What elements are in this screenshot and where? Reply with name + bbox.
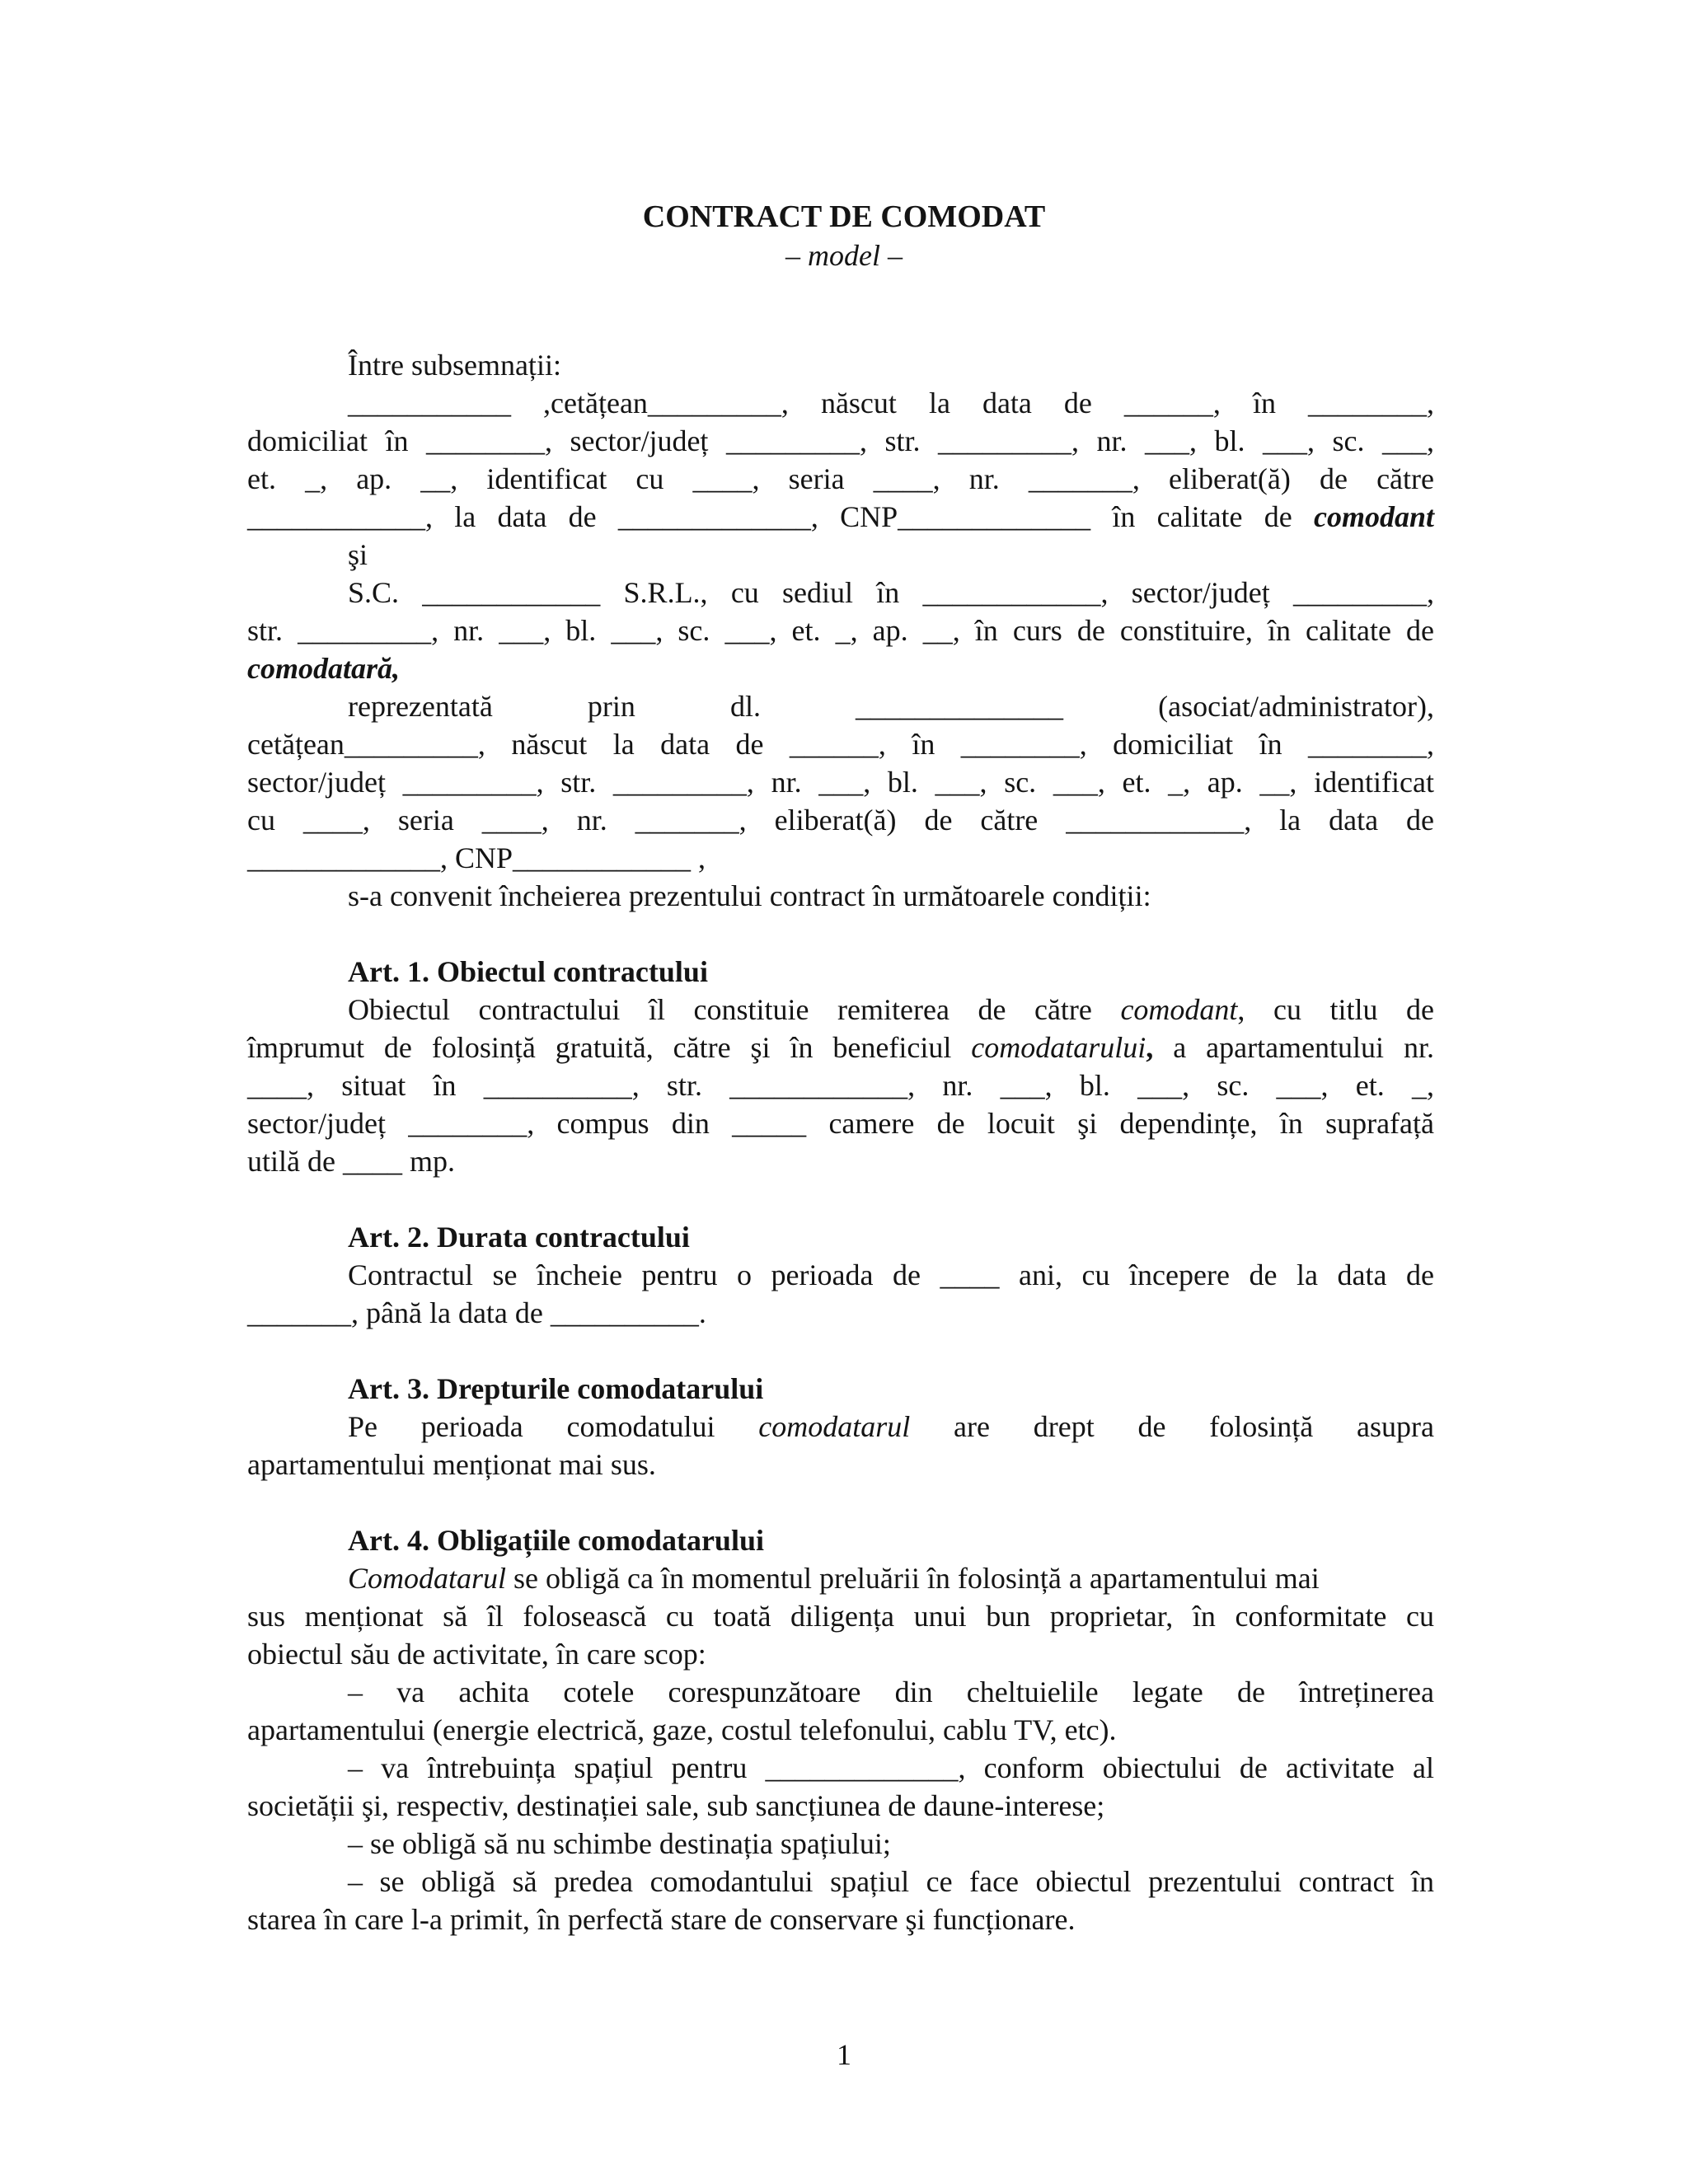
text-line	[247, 1559, 1434, 1597]
text-line: ____, situat în __________, str. ____________, nr. ___, bl. ___, sc. ___, et. _,	[247, 1069, 1434, 1102]
text-line: str. _________, nr. ___, bl. ___, sc. ___, et. _, ap. __, în curs de constituire, în calitate de	[247, 614, 1434, 647]
text-line: apartamentului menționat mai sus.	[247, 1448, 656, 1481]
text-line: şi	[348, 538, 368, 571]
text-line: cu ____, seria ____, nr. _______, eliberat(ă) de către ____________, la data de	[247, 804, 1434, 837]
page-number: 1	[837, 2038, 851, 2071]
contract-body	[247, 346, 1434, 1938]
text-line: starea în care l-a primit, în perfectă stare de conservare şi funcționare.	[247, 1903, 1076, 1936]
parties-intro: Între subsemnații:	[348, 349, 561, 382]
text-segment: are drept de folosință asupra	[910, 1410, 1434, 1443]
document-title: CONTRACT DE COMODAT	[642, 199, 1046, 234]
text-segment: ____________, la data de _____________, CNP_____________ în calitate de	[247, 500, 1314, 533]
text-line	[247, 991, 1434, 1029]
article-2-heading: Art. 2. Durata contractului	[348, 1221, 690, 1254]
text-line: sector/județ _________, str. _________, nr. ___, bl. ___, sc. ___, et. _, ap. __, identificat	[247, 766, 1434, 799]
comodatar-term: comodatarului	[971, 1031, 1146, 1064]
text-line: sector/județ ________, compus din _____ camere de locuit şi dependințe, în suprafață	[247, 1107, 1434, 1140]
text-line: reprezentată prin dl. ______________ (asociat/administrator),	[348, 690, 1434, 723]
text-segment: Obiectul contractului îl constituie remiterea de către	[348, 993, 1121, 1026]
article-1-heading: Art. 1. Obiectul contractului	[348, 955, 708, 988]
text-line: ___________ ,cetățean_________, născut la data de ______, în ________,	[348, 387, 1434, 419]
text-line: _______, până la data de __________.	[247, 1296, 706, 1329]
text-line: sus menționat să îl folosească cu toată diligența unui bun proprietar, în conformitate cu	[247, 1600, 1434, 1633]
text-line	[247, 1029, 1434, 1066]
text-line: apartamentului (energie electrică, gaze, costul telefonului, cablu TV, etc).	[247, 1713, 1117, 1746]
list-item: – se obligă să predea comodantului spațiul ce face obiectul prezentului contract în	[348, 1865, 1434, 1898]
text-segment: se obligă ca în momentul preluării în folosință a apartamentului mai	[506, 1562, 1320, 1595]
list-item: – va întrebuința spațiul pentru _____________, conform obiectului de activitate al	[348, 1751, 1434, 1784]
text-line: Contractul se încheie pentru o perioada de ____ ani, cu începere de la data de	[348, 1258, 1434, 1291]
article-3-heading: Art. 3. Drepturile comodatarului	[348, 1372, 764, 1405]
text-line: S.C. ____________ S.R.L., cu sediul în ____________, sector/județ _________,	[348, 576, 1434, 609]
list-item: – va achita cotele corespunzătoare din cheltuielile legate de întreținerea	[348, 1675, 1434, 1708]
text-segment: a apartamentului nr.	[1153, 1031, 1434, 1064]
list-item: – se obligă să nu schimbe destinația spațiului;	[348, 1827, 891, 1860]
comodant-term: comodant	[1120, 993, 1238, 1026]
comodant-term: comodant	[1313, 500, 1434, 533]
text-segment: , cu titlu de	[1237, 993, 1434, 1026]
text-line: domiciliat în ________, sector/județ _________, str. _________, nr. ___, bl. ___, sc. ___,	[247, 424, 1434, 457]
comodatar-term: comodatarul	[758, 1410, 911, 1443]
text-line: obiectul său de activitate, în care scop:	[247, 1638, 706, 1671]
comodatar-term: Comodatarul	[348, 1562, 507, 1595]
text-line: societății şi, respectiv, destinației sale, sub sancțiunea de daune-interese;	[247, 1789, 1105, 1822]
text-line: cetățean_________, născut la data de ______, în ________, domiciliat în ________,	[247, 728, 1434, 761]
text-line: _____________, CNP____________ ,	[247, 841, 706, 874]
text-line	[247, 1408, 1434, 1446]
text-segment: ,	[1146, 1031, 1154, 1064]
text-segment: Pe perioada comodatului	[348, 1410, 759, 1443]
text-segment: împrumut de folosință gratuită, către şi în beneficiul	[247, 1031, 972, 1064]
article-4-heading: Art. 4. Obligațiile comodatarului	[348, 1524, 764, 1557]
text-line: s-a convenit încheierea prezentului contract în următoarele condiții:	[348, 879, 1151, 912]
text-line: et. _, ap. __, identificat cu ____, seria ____, nr. _______, eliberat(ă) de către	[247, 462, 1434, 495]
comodatara-term: comodatară,	[247, 652, 400, 685]
document-subtitle: – model –	[785, 239, 903, 272]
text-line: utilă de ____ mp.	[247, 1145, 455, 1178]
text-line	[247, 498, 1434, 536]
